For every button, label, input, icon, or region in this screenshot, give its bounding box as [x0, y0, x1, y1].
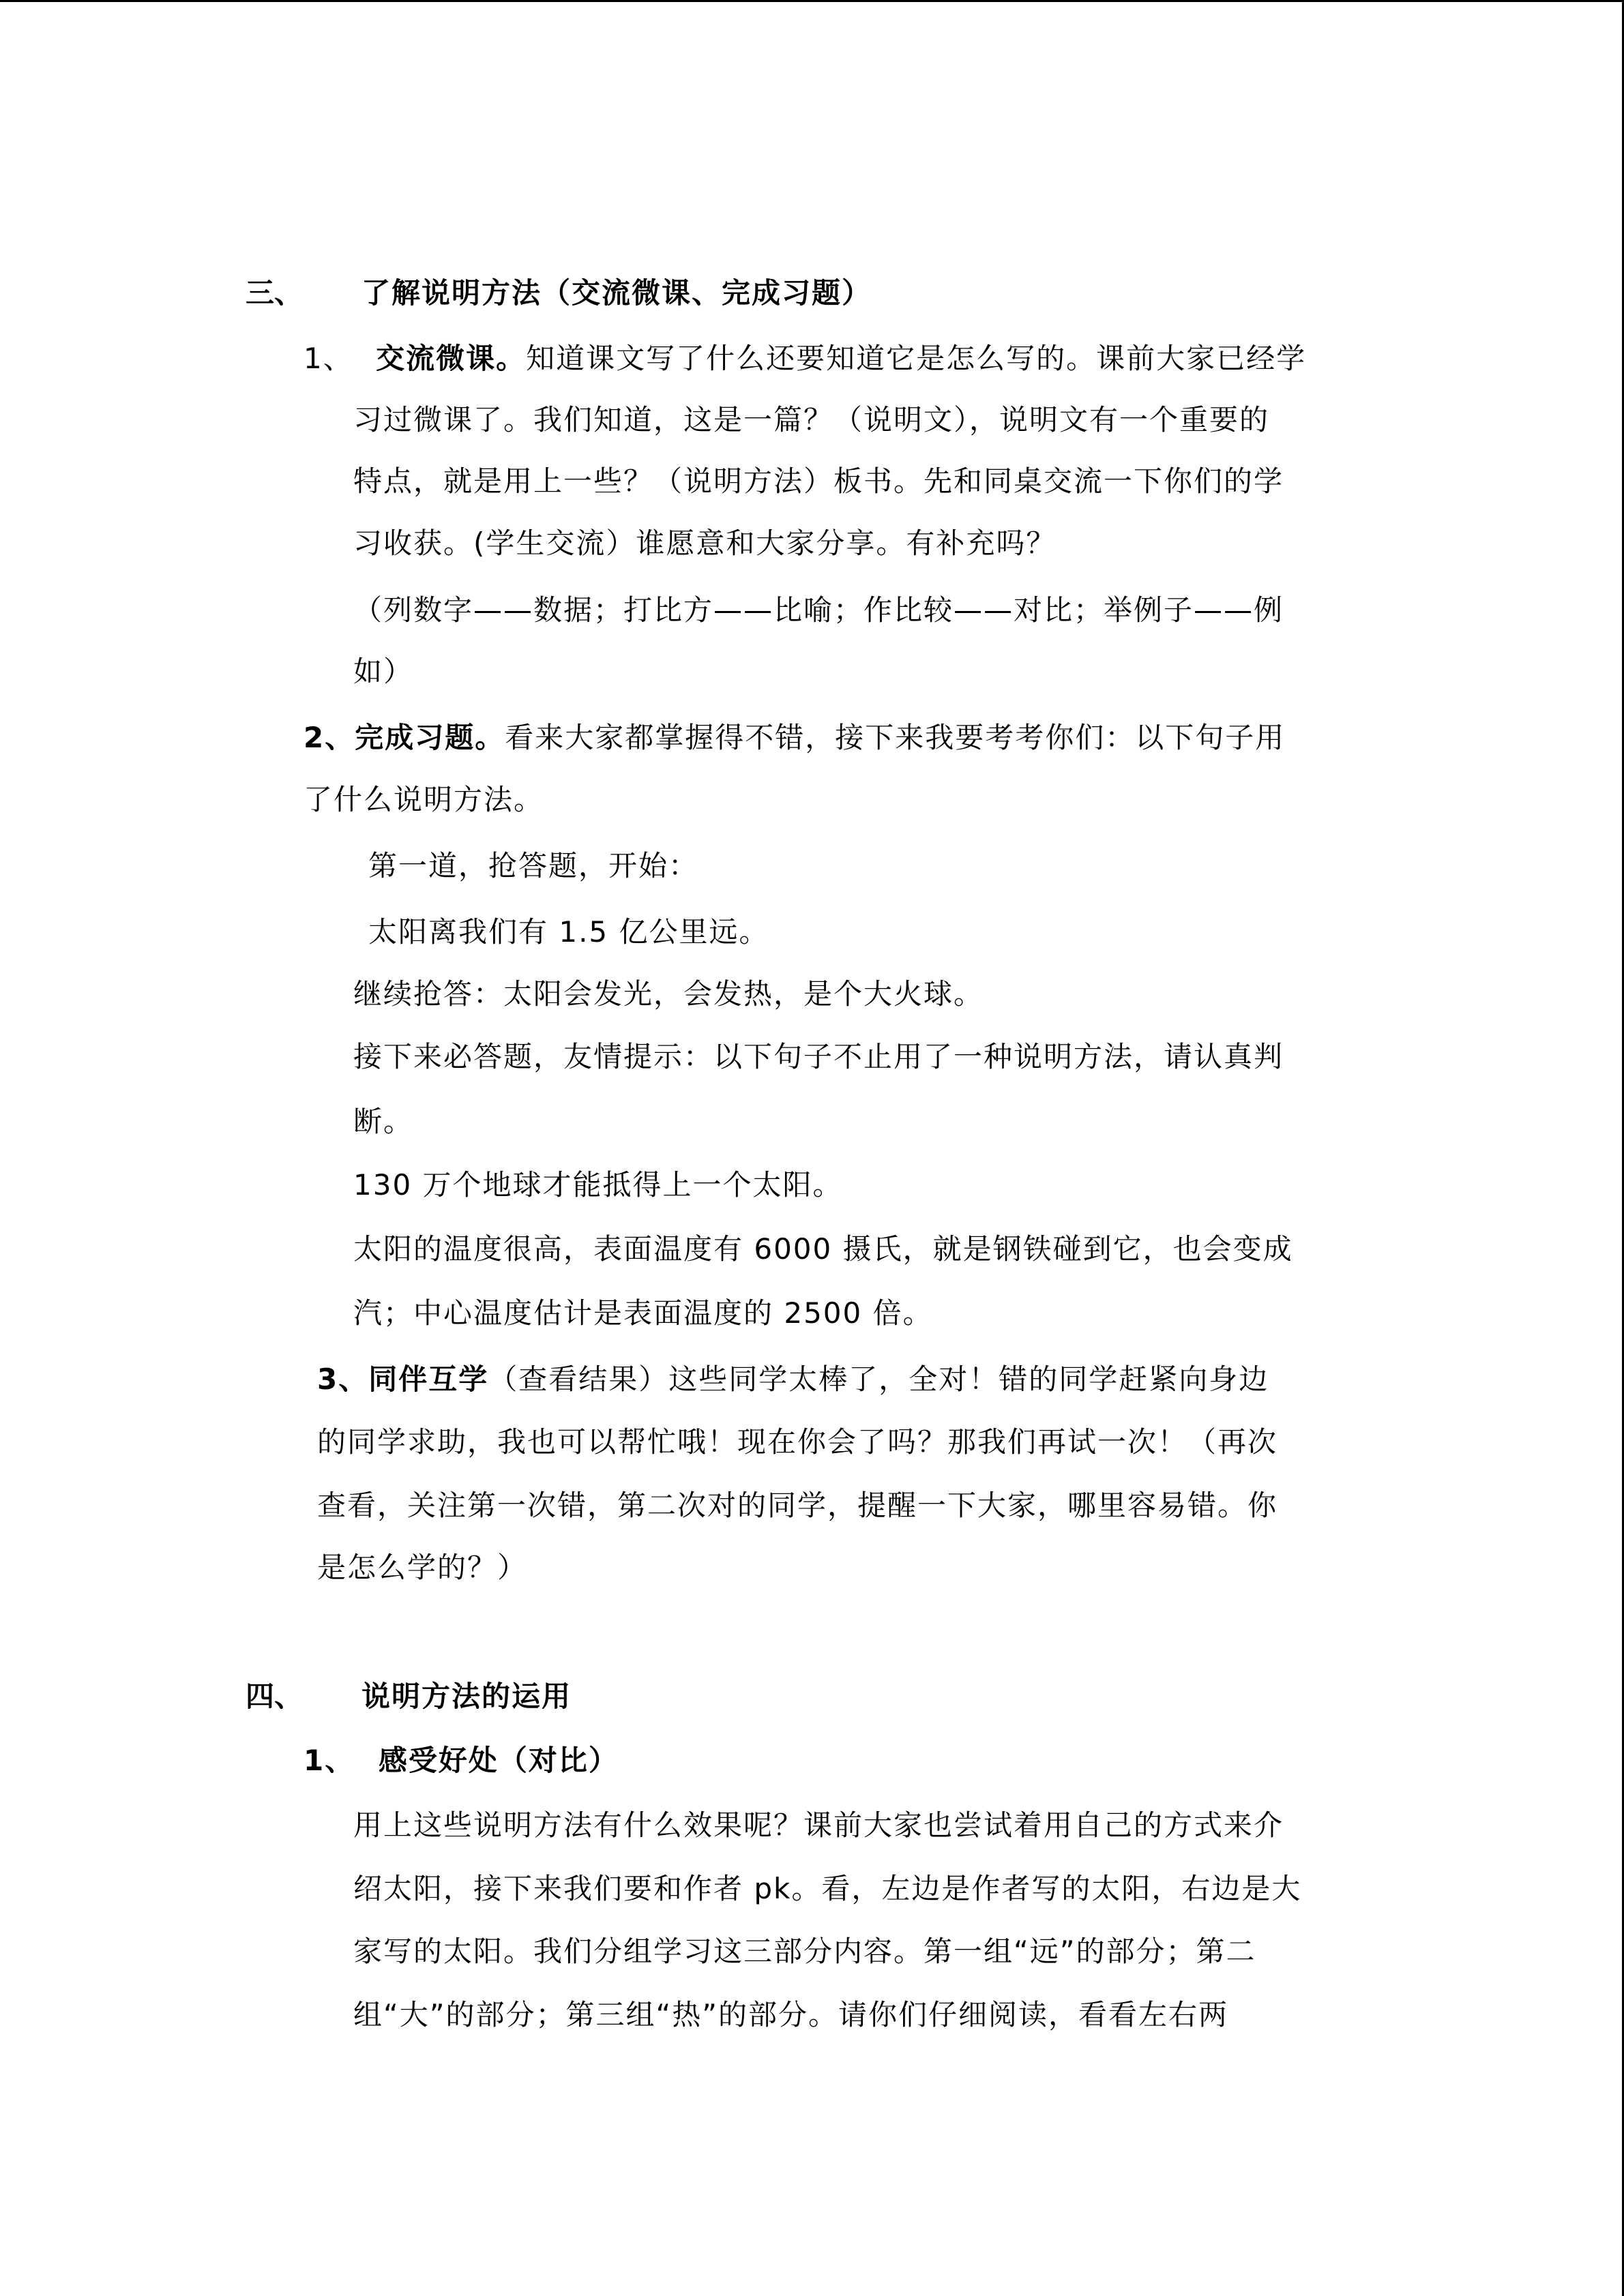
- s3-question-5-line1: 太阳的温度很高，表面温度有 6000 摄氏，就是钢铁碰到它，也会变成: [353, 1232, 1293, 1266]
- s4-item1-line4: 组“大”的部分；第三组“热”的部分。请你们仔细阅读，看看左右两: [353, 1998, 1229, 2031]
- s3-question-intro: 第一道，抢答题，开始：: [368, 849, 699, 882]
- s4-item1-heading-line: [304, 1740, 619, 1781]
- s3-item1-line2: 习过微课了。我们知道，这是一篇？（说明文），说明文有一个重要的: [353, 403, 1270, 436]
- s3-item1-line1: [304, 338, 1306, 379]
- s3-item1-text1: 知道课文写了什么还要知道它是怎么写的。课前大家已经学: [526, 342, 1307, 375]
- s3-item3-line1: [317, 1359, 1269, 1400]
- s4-item1-heading: 感受好处（对比）: [378, 1744, 619, 1777]
- section-4-number: 四、: [246, 1680, 304, 1713]
- s3-question-2: 继续抢答：太阳会发光，会发热，是个大火球。: [353, 977, 984, 1011]
- s4-item1-line3: 家写的太阳。我们分组学习这三部分内容。第一组“远”的部分；第二: [353, 1935, 1256, 1968]
- section-4-title: 说明方法的运用: [361, 1680, 572, 1713]
- section-3-number: 三、: [246, 276, 304, 310]
- s3-item3-line3: 查看，关注第一次错，第二次对的同学，提醒一下大家，哪里容易错。你: [317, 1489, 1278, 1522]
- s3-item1-line4: 习收获。(学生交流）谁愿意和大家分享。有补充吗？: [353, 526, 1057, 560]
- s3-question-3-line1: 接下来必答题，友情提示：以下句子不止用了一种说明方法，请认真判: [353, 1040, 1284, 1073]
- s3-item3-heading: 3、同伴互学: [317, 1362, 489, 1396]
- s3-question-4: 130 万个地球才能抵得上一个太阳。: [353, 1168, 843, 1202]
- s3-item3-text1: （查看结果）这些同学太棒了，全对！错的同学赶紧向身边: [488, 1362, 1269, 1396]
- s3-item2-text1: 看来大家都掌握得不错，接下来我要考考你们：以下句子用: [505, 721, 1286, 754]
- s3-item1-line5: （列数字——数据；打比方——比喻；作比较——对比；举例子——例: [353, 593, 1284, 627]
- section-3-title: 了解说明方法（交流微课、完成习题）: [361, 276, 872, 310]
- s4-item1-label: 1、: [304, 1744, 355, 1777]
- s3-item2-line1: [304, 717, 1285, 758]
- s3-question-3-line2: 断。: [353, 1105, 414, 1138]
- s3-item1-label: 1、: [304, 342, 353, 375]
- s3-item2-line2: 了什么说明方法。: [304, 783, 544, 816]
- s3-item2-heading: 2、完成习题。: [304, 721, 505, 754]
- s3-question-5-line2: 汽；中心温度估计是表面温度的 2500 倍。: [353, 1296, 933, 1330]
- s3-item1-line6: 如）: [353, 655, 414, 688]
- s3-question-1: 太阳离我们有 1.5 亿公里远。: [368, 915, 769, 949]
- s4-item1-line2: 绍太阳，接下来我们要和作者 pk。看，左边是作者写的太阳，右边是大: [353, 1872, 1302, 1905]
- s4-item1-line1: 用上这些说明方法有什么效果呢？课前大家也尝试着用自己的方式来介: [353, 1808, 1284, 1842]
- s3-item3-line4: 是怎么学的？）: [317, 1551, 528, 1584]
- s3-item1-line3: 特点，就是用上一些？（说明方法）板书。先和同桌交流一下你们的学: [353, 464, 1284, 498]
- s3-item1-heading: 交流微课。: [376, 342, 527, 375]
- s3-item3-line2: 的同学求助，我也可以帮忙哦！现在你会了吗？那我们再试一次！（再次: [317, 1425, 1278, 1459]
